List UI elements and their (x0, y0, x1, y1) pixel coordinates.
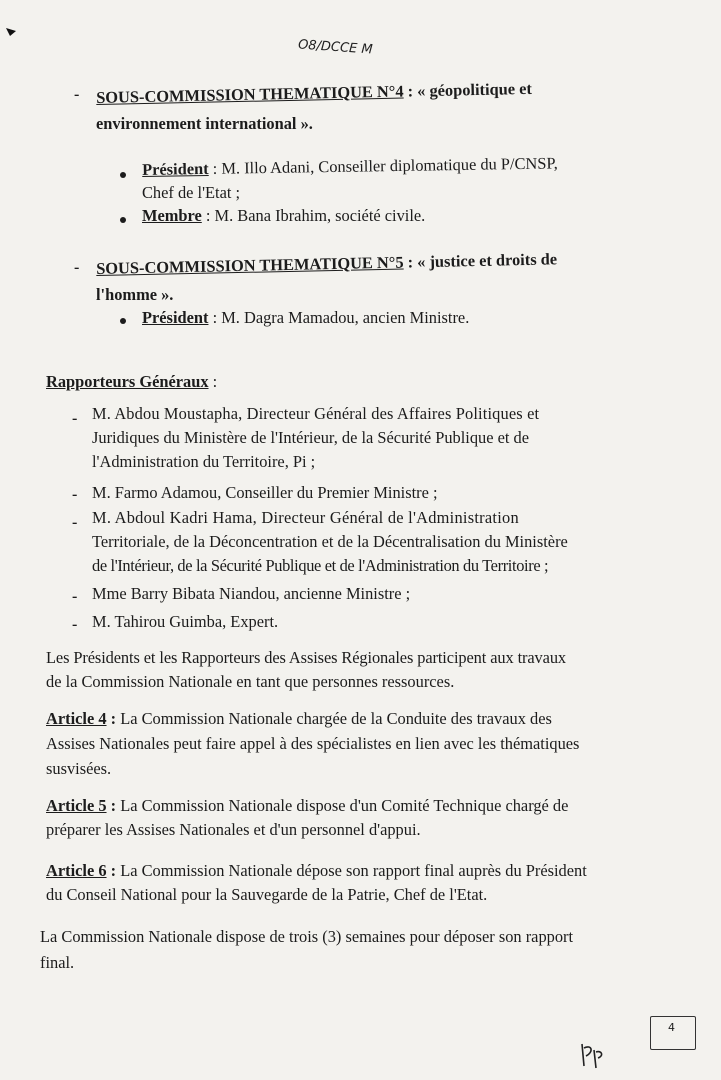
member-text: : M. Bana Ibrahim, société civile. (201, 206, 426, 225)
role-label: Membre (142, 206, 202, 225)
rapporteur-bullet: - (72, 588, 78, 605)
article-4-line1 (46, 709, 552, 729)
handwritten-reference: O8/DCCE M (297, 37, 374, 58)
rapporteur-3-line3: de l'Intérieur, de la Sécurité Publique et de l'Administration du Territoire ; (92, 556, 549, 575)
section-4-president-cont: Chef de l'Etat ; (142, 183, 241, 202)
rapporteur-1-line3: l'Administration du Territoire, Pi ; (92, 452, 316, 471)
section-5-president (142, 308, 469, 328)
section-bullet: - (74, 259, 80, 276)
page-number: 4 (668, 1021, 675, 1034)
section-4-title (96, 79, 532, 108)
article-4-label: Article 4 (46, 709, 107, 728)
article-sep: : (106, 796, 121, 815)
section-4-heading: SOUS-COMMISSION THEMATIQUE N°4 (96, 81, 404, 107)
rapporteur-3-line2: Territoriale, de la Déconcentration et de la Décentralisation du Ministère (92, 532, 568, 551)
section-4-member (142, 206, 425, 226)
section-5-heading: SOUS-COMMISSION THEMATIQUE N°5 (96, 252, 404, 278)
rapporteur-5: M. Tahirou Guimba, Expert. (92, 612, 279, 631)
article-6-line2: du Conseil National pour la Sauvegarde de la Patrie, Chef de l'Etat. (46, 885, 488, 904)
section-4-topic: : « géopolitique et (403, 78, 533, 101)
rapporteur-1-line2: Juridiques du Ministère de l'Intérieur, de la Sécurité Publique et de (92, 428, 529, 447)
article-5-text: La Commission Nationale dispose d'un Comité Technique chargé de (120, 796, 569, 815)
rapporteurs-title: Rapporteurs Généraux (46, 372, 209, 391)
article-4-line3: susvisées. (46, 759, 112, 778)
initials-signature (578, 1040, 606, 1070)
rapporteur-4: Mme Barry Bibata Niandou, ancienne Ministre ; (92, 584, 411, 603)
rapporteur-bullet: - (72, 410, 78, 427)
rapporteurs-heading (46, 372, 217, 392)
rapporteur-bullet: - (72, 486, 78, 503)
section-4-title-cont: environnement international ». (96, 114, 313, 133)
role-label: Président (142, 158, 209, 179)
article-5-line1 (46, 796, 568, 816)
section-bullet: - (74, 86, 80, 103)
section-5-topic: : « justice et droits de (403, 249, 558, 272)
section-4-president (142, 153, 558, 180)
member-bullet (120, 172, 126, 178)
rapporteur-2: M. Farmo Adamou, Conseiller du Premier Ministre ; (92, 483, 438, 502)
section-5-title (96, 249, 557, 279)
article-5-label: Article 5 (46, 796, 107, 815)
closing-line2: final. (40, 953, 75, 972)
rapporteur-3-line1: M. Abdoul Kadri Hama, Directeur Général de l'Administration (92, 508, 519, 527)
corner-mark (6, 28, 16, 36)
section-5-title-cont: l'homme ». (96, 285, 174, 304)
rapporteur-1-line1: M. Abdou Moustapha, Directeur Général des Affaires Politiques et (92, 404, 540, 423)
rapporteur-bullet: - (72, 616, 78, 633)
article-6-text: La Commission Nationale dépose son rapport final auprès du Président (120, 861, 587, 880)
role-label: Président (142, 308, 209, 327)
rapporteurs-colon: : (208, 372, 218, 391)
article-6-label: Article 6 (46, 861, 107, 880)
rapporteur-bullet: - (72, 514, 78, 531)
presidents-paragraph-line2: de la Commission Nationale en tant que personnes ressources. (46, 672, 455, 691)
page-number-box (650, 1016, 696, 1050)
article-4-text: La Commission Nationale chargée de la Conduite des travaux des (120, 709, 552, 728)
presidents-paragraph-line1: Les Présidents et les Rapporteurs des Assises Régionales participent aux travaux (46, 648, 567, 667)
article-4-line2: Assises Nationales peut faire appel à des spécialistes en lien avec les thématiques (46, 734, 580, 753)
member-text: : M. Illo Adani, Conseiller diplomatique du P/CNSP, (208, 153, 558, 178)
article-6-line1 (46, 861, 587, 881)
article-sep: : (106, 709, 121, 728)
closing-line1: La Commission Nationale dispose de trois (3) semaines pour déposer son rapport (40, 927, 574, 946)
member-bullet (120, 318, 126, 324)
article-5-line2: préparer les Assises Nationales et d'un personnel d'appui. (46, 820, 421, 839)
article-sep: : (106, 861, 121, 880)
member-bullet (120, 217, 126, 223)
member-text: : M. Dagra Mamadou, ancien Ministre. (208, 308, 470, 327)
